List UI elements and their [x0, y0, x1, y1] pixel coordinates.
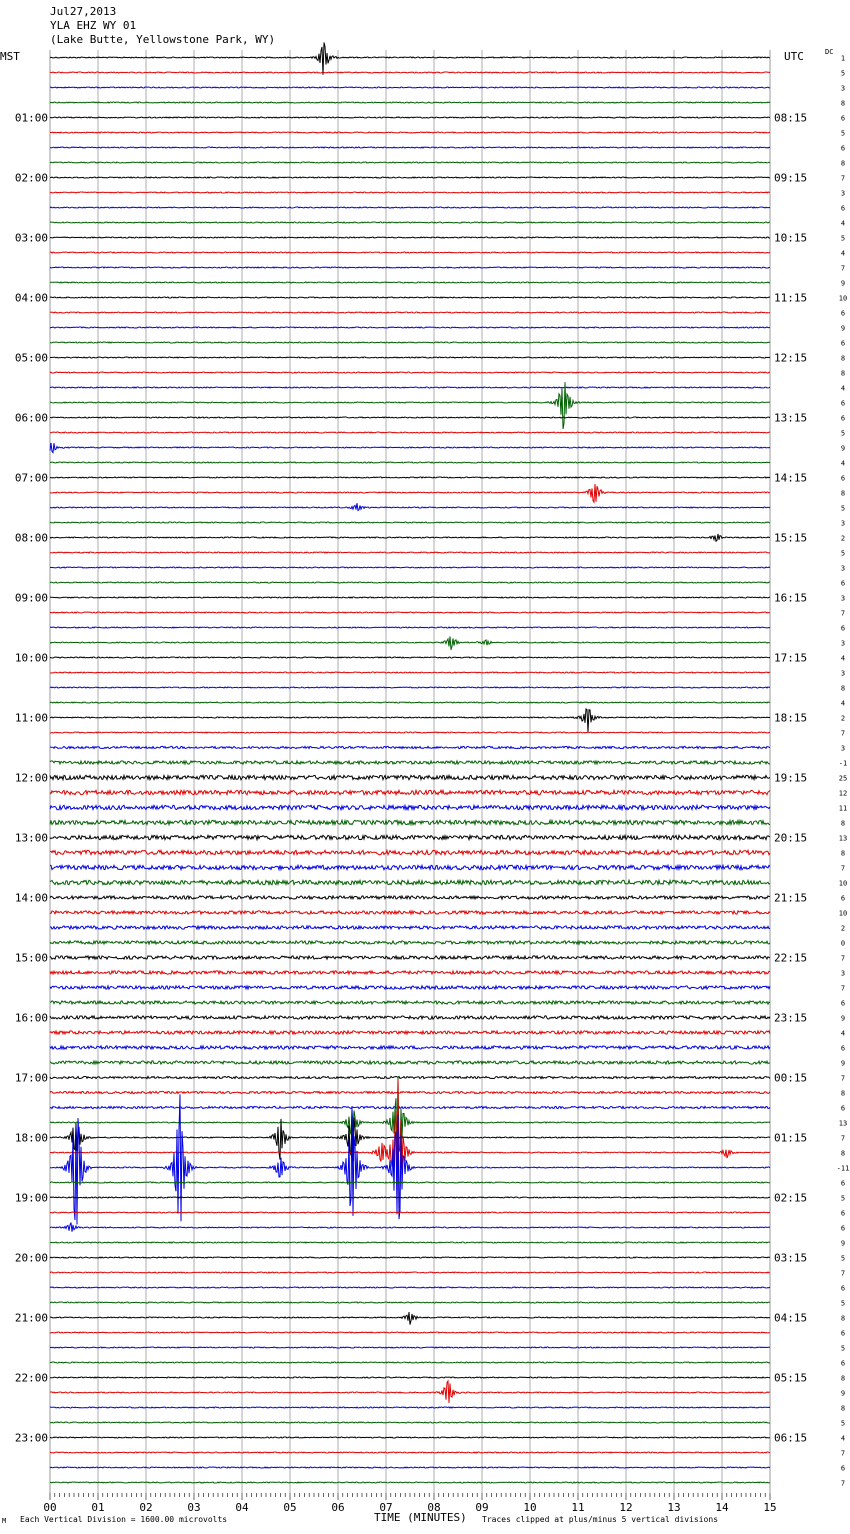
trace-row: [50, 1302, 770, 1303]
right-hour-label: 03:15: [774, 1251, 808, 1265]
trace-row: [50, 222, 770, 223]
right-hour-label: 18:15: [774, 711, 808, 725]
x-tick-label: 07: [379, 1501, 393, 1514]
trace-row: [50, 1106, 770, 1108]
dc-offset-label: 6: [840, 1329, 846, 1338]
dc-offset-label: 6: [840, 399, 846, 408]
trace-row: [50, 117, 770, 118]
dc-offset-label: 2: [840, 714, 846, 723]
right-hour-label: 20:15: [774, 831, 808, 845]
trace-row: [50, 835, 770, 839]
left-hour-label: 03:00: [14, 231, 48, 245]
trace-row: [50, 850, 770, 854]
trace-row: [50, 941, 770, 944]
trace-row: [50, 372, 770, 373]
dc-offset-label: 3: [840, 189, 846, 198]
dc-offset-label: 1: [840, 54, 846, 63]
dc-offset-label: 8: [840, 489, 846, 498]
right-hour-label: 14:15: [774, 471, 808, 485]
right-hour-label: 06:15: [774, 1431, 808, 1445]
trace-row: [50, 1182, 770, 1183]
left-hour-label: 07:00: [14, 471, 48, 485]
dc-offset-label: 6: [840, 1179, 846, 1188]
trace-row: [50, 282, 770, 283]
trace-row: [50, 986, 770, 989]
right-hour-label: 08:15: [774, 111, 808, 125]
dc-offset-label: 11: [838, 804, 848, 813]
trace-row: [50, 1094, 770, 1224]
trace-row: [50, 1242, 770, 1243]
chart-station: YLA EHZ WY 01: [50, 19, 137, 32]
x-tick-label: 01: [91, 1501, 105, 1514]
left-hour-label: 02:00: [14, 171, 48, 185]
trace-row: [50, 956, 770, 959]
trace-row: [50, 382, 770, 429]
trace-row: [50, 297, 770, 298]
trace-row: [50, 1077, 770, 1162]
dc-offset-label: 5: [840, 1254, 846, 1263]
trace-row: [50, 1272, 770, 1273]
trace-row: [50, 43, 770, 75]
left-hour-label: 08:00: [14, 531, 48, 545]
dc-offset-label: 3: [840, 84, 846, 93]
trace-row: [50, 357, 770, 358]
dc-offset-label: 9: [840, 324, 846, 333]
trace-row: [50, 1001, 770, 1004]
trace-row: [50, 503, 770, 510]
right-hour-label: 01:15: [774, 1131, 808, 1145]
dc-offset-label: 6: [840, 1104, 846, 1113]
dc-offset-label: 9: [840, 1389, 846, 1398]
x-tick-label: 03: [187, 1501, 201, 1514]
dc-offset-label: 8: [840, 354, 846, 363]
dc-offset-label: 12: [838, 789, 848, 798]
trace-row: [50, 687, 770, 688]
dc-offset-label: 6: [840, 204, 846, 213]
dc-offset-label: 25: [838, 774, 848, 783]
left-hour-label: 19:00: [14, 1191, 48, 1205]
trace-row: [50, 327, 770, 328]
dc-label: DC: [825, 48, 834, 56]
trace-row: [50, 207, 770, 208]
dc-offset-label: 6: [840, 309, 846, 318]
chart-date: Jul27,2013: [50, 5, 117, 18]
dc-offset-label: 4: [840, 459, 846, 468]
trace-row: [50, 1031, 770, 1034]
dc-offset-label: 3: [840, 969, 846, 978]
x-tick-label: 13: [667, 1501, 681, 1514]
dc-offset-label: 6: [840, 114, 846, 123]
x-tick-label: 00: [43, 1501, 57, 1514]
left-hour-label: 22:00: [14, 1371, 48, 1385]
left-timezone-label: MST: [0, 50, 20, 63]
trace-row: [50, 417, 770, 418]
dc-offset-label: 7: [840, 1449, 846, 1458]
trace-row: [50, 1437, 770, 1438]
dc-offset-label: 8: [840, 849, 846, 858]
trace-row: [50, 477, 770, 478]
trace-row: [50, 971, 770, 974]
dc-offset-label: 2: [840, 534, 846, 543]
trace-row: [50, 880, 770, 884]
dc-offset-label: 6: [840, 624, 846, 633]
trace-row: [50, 702, 770, 703]
right-hour-label: 00:15: [774, 1071, 808, 1085]
right-hour-label: 04:15: [774, 1311, 808, 1325]
trace-row: [50, 597, 770, 598]
dc-offset-label: 3: [840, 519, 846, 528]
dc-offset-label: 6: [840, 1224, 846, 1233]
left-hour-label: 20:00: [14, 1251, 48, 1265]
dc-offset-label: 5: [840, 1299, 846, 1308]
trace-row: [50, 177, 770, 178]
dc-offset-label: 10: [838, 879, 848, 888]
trace-row: [50, 1347, 770, 1348]
dc-offset-label: 3: [840, 594, 846, 603]
dc-offset-label: 6: [840, 894, 846, 903]
dc-offset-label: 3: [840, 564, 846, 573]
x-tick-label: 05: [283, 1501, 297, 1514]
dc-offset-label: 7: [840, 954, 846, 963]
dc-offset-label: 8: [840, 684, 846, 693]
dc-offset-label: 8: [840, 1089, 846, 1098]
dc-offset-label: 3: [840, 669, 846, 678]
trace-row: [50, 672, 770, 673]
chart-location: (Lake Butte, Yellowstone Park, WY): [50, 33, 276, 46]
trace-row: [50, 72, 770, 73]
dc-offset-label: 8: [840, 159, 846, 168]
dc-offset-label: 6: [840, 144, 846, 153]
trace-row: [50, 552, 770, 553]
trace-row: [50, 1061, 770, 1064]
trace-row: [50, 162, 770, 163]
dc-offset-label: 8: [840, 819, 846, 828]
trace-row: [50, 1212, 770, 1213]
dc-offset-label: 6: [840, 474, 846, 483]
dc-offset-label: 8: [840, 1149, 846, 1158]
trace-row: [50, 462, 770, 463]
trace-row: [50, 1091, 770, 1093]
dc-offset-label: 6: [840, 999, 846, 1008]
trace-row: [50, 911, 770, 914]
trace-row: [50, 342, 770, 343]
dc-offset-label: 0: [840, 939, 846, 948]
right-hour-label: 02:15: [774, 1191, 808, 1205]
right-timezone-label: UTC: [784, 50, 804, 63]
dc-offset-label: 8: [840, 99, 846, 108]
dc-offset-label: 4: [840, 1434, 846, 1443]
left-hour-label: 04:00: [14, 291, 48, 305]
dc-offset-label: 4: [840, 699, 846, 708]
left-hour-label: 16:00: [14, 1011, 48, 1025]
dc-offset-label: 7: [840, 984, 846, 993]
dc-offset-label: 10: [838, 294, 848, 303]
dc-offset-label: 4: [840, 249, 846, 258]
left-hour-label: 23:00: [14, 1431, 48, 1445]
dc-offset-label: 5: [840, 1344, 846, 1353]
right-hour-label: 16:15: [774, 591, 808, 605]
trace-row: [50, 612, 770, 613]
trace-row: [50, 484, 770, 502]
dc-offset-label: 7: [840, 174, 846, 183]
dc-offset-label: 6: [840, 1464, 846, 1473]
x-tick-label: 04: [235, 1501, 249, 1514]
dc-offset-label: 7: [840, 1479, 846, 1488]
left-hour-label: 06:00: [14, 411, 48, 425]
trace-row: [50, 1016, 770, 1019]
dc-offset-label: 5: [840, 129, 846, 138]
dc-offset-label: 7: [840, 264, 846, 273]
trace-row: [50, 746, 770, 748]
dc-offset-label: 5: [840, 549, 846, 558]
dc-offset-label: 8: [840, 1314, 846, 1323]
dc-offset-label: -11: [836, 1164, 850, 1173]
trace-row: [50, 1467, 770, 1468]
trace-row: [50, 805, 770, 809]
trace-row: [50, 657, 770, 658]
trace-row: [50, 1223, 770, 1232]
dc-offset-label: 8: [840, 1374, 846, 1383]
right-hour-label: 13:15: [774, 411, 808, 425]
trace-row: [50, 1046, 770, 1049]
trace-row: [50, 1257, 770, 1258]
left-hour-label: 17:00: [14, 1071, 48, 1085]
right-hour-label: 05:15: [774, 1371, 808, 1385]
right-hour-label: 09:15: [774, 171, 808, 185]
x-tick-label: 06: [331, 1501, 345, 1514]
trace-row: [50, 636, 770, 650]
dc-offset-label: 8: [840, 1404, 846, 1413]
dc-offset-label: 5: [840, 1194, 846, 1203]
trace-row: [50, 761, 770, 764]
trace-row: [50, 1377, 770, 1378]
dc-offset-label: 8: [840, 369, 846, 378]
trace-row: [50, 926, 770, 929]
trace-row: [50, 1197, 770, 1198]
x-tick-label: 11: [571, 1501, 585, 1514]
trace-row: [50, 582, 770, 583]
left-hour-label: 05:00: [14, 351, 48, 365]
dc-offset-label: -1: [838, 759, 848, 768]
dc-offset-label: 7: [840, 609, 846, 618]
trace-row: [50, 1482, 770, 1483]
left-hour-label: 10:00: [14, 651, 48, 665]
dc-offset-label: 9: [840, 1014, 846, 1023]
trace-row: [50, 896, 770, 899]
dc-offset-label: 3: [840, 744, 846, 753]
dc-offset-label: 6: [840, 339, 846, 348]
trace-row: [50, 1452, 770, 1453]
trace-row: [50, 1381, 770, 1403]
trace-row: [50, 1332, 770, 1333]
trace-row: [50, 267, 770, 268]
dc-offset-label: 7: [840, 1074, 846, 1083]
dc-offset-label: 5: [840, 69, 846, 78]
dc-offset-label: 2: [840, 924, 846, 933]
right-hour-label: 23:15: [774, 1011, 808, 1025]
trace-row: [50, 1422, 770, 1423]
trace-row: [50, 1362, 770, 1363]
trace-row: [50, 192, 770, 193]
trace-row: [50, 732, 770, 733]
dc-offset-label: 6: [840, 1044, 846, 1053]
trace-row: [50, 790, 770, 794]
dc-offset-label: 6: [840, 1209, 846, 1218]
trace-row: [50, 312, 770, 313]
x-tick-label: 02: [139, 1501, 153, 1514]
left-hour-label: 01:00: [14, 111, 48, 125]
trace-row: [50, 443, 770, 453]
trace-row: [50, 534, 770, 541]
x-tick-label: 09: [475, 1501, 489, 1514]
trace-row: [50, 567, 770, 568]
x-tick-label: 14: [715, 1501, 729, 1514]
dc-offset-label: 5: [840, 429, 846, 438]
trace-row: [50, 147, 770, 148]
right-hour-label: 10:15: [774, 231, 808, 245]
trace-row: [50, 865, 770, 869]
x-tick-label: 08: [427, 1501, 441, 1514]
dc-offset-label: 7: [840, 864, 846, 873]
trace-row: [50, 102, 770, 103]
trace-row: [50, 820, 770, 824]
dc-offset-label: 13: [838, 834, 848, 843]
trace-row: [50, 709, 770, 732]
trace-row: [50, 237, 770, 238]
trace-row: [50, 1287, 770, 1288]
dc-offset-label: 7: [840, 1134, 846, 1143]
dc-offset-label: 3: [840, 639, 846, 648]
trace-row: [50, 775, 770, 779]
trace-row: [50, 87, 770, 88]
dc-offset-label: 5: [840, 234, 846, 243]
dc-offset-label: 9: [840, 279, 846, 288]
dc-offset-label: 5: [840, 504, 846, 513]
left-hour-label: 13:00: [14, 831, 48, 845]
dc-offset-label: 13: [838, 1119, 848, 1128]
scale-note: Each Vertical Division = 1600.00 microvolts: [20, 1515, 228, 1524]
dc-offset-label: 4: [840, 654, 846, 663]
trace-row: [50, 1080, 770, 1209]
trace-row: [50, 387, 770, 388]
right-hour-label: 15:15: [774, 531, 808, 545]
x-tick-label: 12: [619, 1501, 633, 1514]
dc-offset-label: 6: [840, 1359, 846, 1368]
right-hour-label: 21:15: [774, 891, 808, 905]
x-axis-title: TIME (MINUTES): [374, 1511, 467, 1524]
dc-offset-label: 6: [840, 414, 846, 423]
left-hour-label: 12:00: [14, 771, 48, 785]
trace-row: [50, 627, 770, 628]
trace-row: [50, 1407, 770, 1408]
right-hour-label: 11:15: [774, 291, 808, 305]
trace-row: [50, 1076, 770, 1078]
dc-offset-label: 7: [840, 729, 846, 738]
left-hour-label: 21:00: [14, 1311, 48, 1325]
dc-offset-label: 5: [840, 1419, 846, 1428]
dc-offset-label: 4: [840, 384, 846, 393]
x-tick-label: 15: [763, 1501, 777, 1514]
left-hour-label: 14:00: [14, 891, 48, 905]
trace-row: [50, 132, 770, 133]
dc-offset-label: 4: [840, 219, 846, 228]
clip-note: Traces clipped at plus/minus 5 vertical divisions: [482, 1515, 719, 1524]
trace-row: [50, 432, 770, 433]
trace-row: [50, 252, 770, 253]
left-hour-label: 18:00: [14, 1131, 48, 1145]
dc-offset-label: 6: [840, 579, 846, 588]
dc-offset-label: 9: [840, 1059, 846, 1068]
right-hour-label: 19:15: [774, 771, 808, 785]
right-hour-label: 17:15: [774, 651, 808, 665]
dc-offset-label: 9: [840, 1239, 846, 1248]
dc-offset-label: 4: [840, 1029, 846, 1038]
dc-offset-label: 7: [840, 1269, 846, 1278]
footer-mark: M: [2, 1517, 7, 1525]
dc-offset-label: 9: [840, 444, 846, 453]
right-hour-label: 22:15: [774, 951, 808, 965]
dc-offset-label: 10: [838, 909, 848, 918]
trace-row: [50, 1312, 770, 1325]
left-hour-label: 09:00: [14, 591, 48, 605]
left-hour-label: 15:00: [14, 951, 48, 965]
dc-offset-label: 6: [840, 1284, 846, 1293]
left-hour-label: 11:00: [14, 711, 48, 725]
right-hour-label: 12:15: [774, 351, 808, 365]
trace-row: [50, 522, 770, 523]
x-tick-label: 10: [523, 1501, 537, 1514]
